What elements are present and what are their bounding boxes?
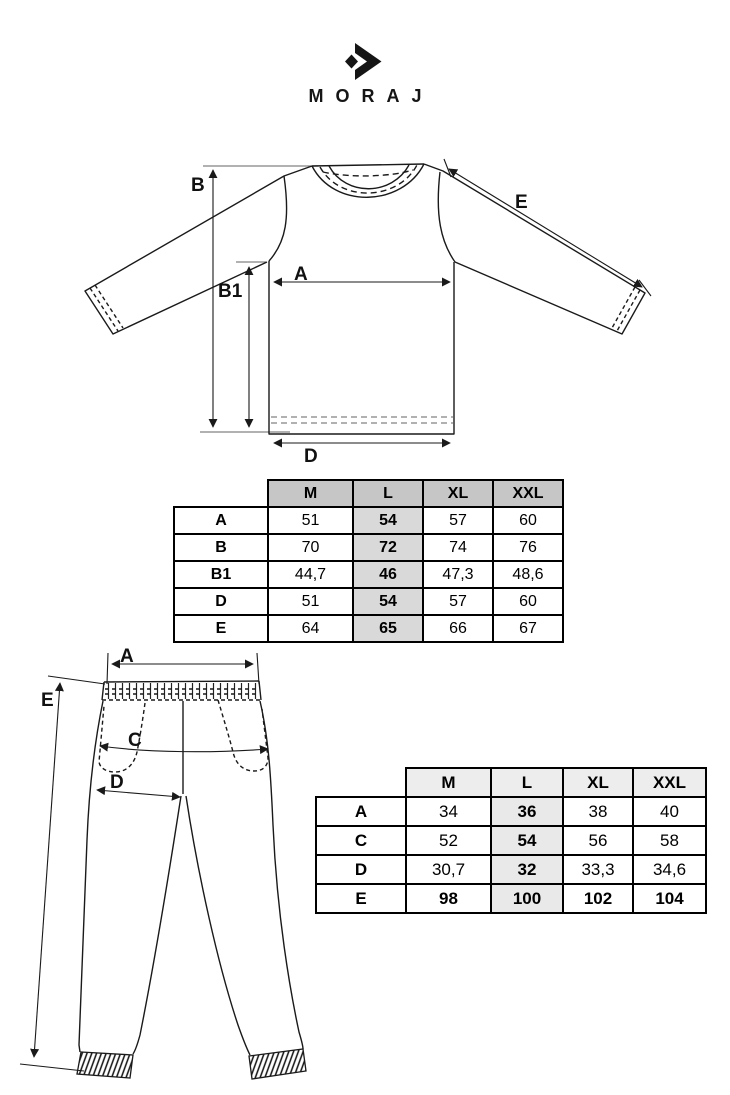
pants-dimension-label-A: A (120, 646, 134, 667)
size-value: 47,3 (423, 561, 493, 588)
table-row (174, 534, 563, 561)
size-value: 54 (353, 507, 423, 534)
size-value: 56 (563, 826, 633, 855)
shirt-hem-stitching (271, 417, 453, 423)
size-value: 72 (353, 534, 423, 561)
table-row (174, 561, 563, 588)
pants-dimension-label-C: C (128, 730, 142, 751)
size-value: 70 (268, 534, 353, 561)
pants-right-outseam (260, 701, 303, 1049)
size-value: 36 (491, 797, 563, 826)
size-value: 57 (423, 588, 493, 615)
size-column-header: XXL (633, 768, 706, 797)
pants-dim-E-arrow (34, 683, 60, 1057)
size-value: 65 (353, 615, 423, 642)
table-header-row (174, 480, 563, 507)
size-value: 54 (491, 826, 563, 855)
size-value: 57 (423, 507, 493, 534)
shirt-body (269, 261, 454, 434)
shirt-collar-inner-arc (329, 165, 409, 189)
table-row (316, 884, 706, 913)
size-value: 46 (353, 561, 423, 588)
size-value: 34 (406, 797, 491, 826)
shirt-right-sleeve (424, 164, 645, 334)
size-column-header: M (406, 768, 491, 797)
shirt-dim-E-ticks (444, 159, 651, 296)
pants-left-cuff (77, 1052, 133, 1078)
pants-diagram (20, 646, 306, 1079)
pants-size-table (315, 767, 707, 914)
size-value: 60 (493, 588, 563, 615)
size-value: 98 (406, 884, 491, 913)
shirt-dimension-label-A: A (294, 264, 308, 285)
size-value: 40 (633, 797, 706, 826)
pants-waistband-elastic (105, 683, 259, 699)
blank-corner-cell (316, 768, 406, 797)
size-value: 51 (268, 588, 353, 615)
size-value: 44,7 (268, 561, 353, 588)
size-value: 30,7 (406, 855, 491, 884)
table-header-row (316, 768, 706, 797)
pants-dimension-label-D: D (110, 772, 124, 793)
size-value: 38 (563, 797, 633, 826)
shirt-dim-E-arrow (449, 169, 642, 287)
dimension-row-label: D (174, 588, 268, 615)
size-column-header: XL (563, 768, 633, 797)
size-value: 100 (491, 884, 563, 913)
dimension-row-label: B (174, 534, 268, 561)
shirt-dimension-label-E: E (515, 192, 528, 213)
size-value: 74 (423, 534, 493, 561)
shirt-dimension-label-B: B (191, 175, 205, 196)
table-row (316, 797, 706, 826)
size-column-header: XL (423, 480, 493, 507)
brand-name: MORAJ (308, 86, 434, 106)
table-row (316, 855, 706, 884)
dimension-row-label: A (174, 507, 268, 534)
pants-left-outseam (79, 701, 103, 1052)
table-row (174, 615, 563, 642)
dimension-row-label: A (316, 797, 406, 826)
pants-right-inseam (186, 796, 250, 1055)
size-column-header: L (353, 480, 423, 507)
size-value: 60 (493, 507, 563, 534)
dimension-row-label: D (316, 855, 406, 884)
dimension-row-label: E (174, 615, 268, 642)
size-value: 52 (406, 826, 491, 855)
size-value: 104 (633, 884, 706, 913)
shirt-collar-top (312, 164, 424, 166)
size-value: 66 (423, 615, 493, 642)
size-value: 76 (493, 534, 563, 561)
shirt-left-armhole (269, 176, 287, 261)
shirt-dimension-label-D: D (304, 446, 318, 467)
shirt-right-armhole (438, 172, 455, 262)
pants-left-inseam (133, 796, 181, 1054)
size-value: 34,6 (633, 855, 706, 884)
size-value: 64 (268, 615, 353, 642)
shirt-size-table (173, 479, 564, 643)
size-value: 54 (353, 588, 423, 615)
size-value: 67 (493, 615, 563, 642)
dimension-row-label: C (316, 826, 406, 855)
size-value: 58 (633, 826, 706, 855)
size-value: 51 (268, 507, 353, 534)
table-row (316, 826, 706, 855)
size-value: 102 (563, 884, 633, 913)
size-column-header: L (491, 768, 563, 797)
dimension-row-label: E (316, 884, 406, 913)
dimension-row-label: B1 (174, 561, 268, 588)
shirt-diagram (85, 159, 651, 467)
size-value: 48,6 (493, 561, 563, 588)
pants-right-cuff (249, 1049, 306, 1079)
size-value: 33,3 (563, 855, 633, 884)
size-column-header: M (268, 480, 353, 507)
blank-corner-cell (174, 480, 268, 507)
pants-dim-C-arrow (100, 746, 268, 752)
pants-right-pocket (218, 700, 268, 771)
pants-dimension-label-E: E (41, 690, 54, 711)
size-value: 32 (491, 855, 563, 884)
size-column-header: XXL (493, 480, 563, 507)
table-row (174, 507, 563, 534)
shirt-dimension-label-B1: B1 (218, 281, 243, 302)
table-row (174, 588, 563, 615)
